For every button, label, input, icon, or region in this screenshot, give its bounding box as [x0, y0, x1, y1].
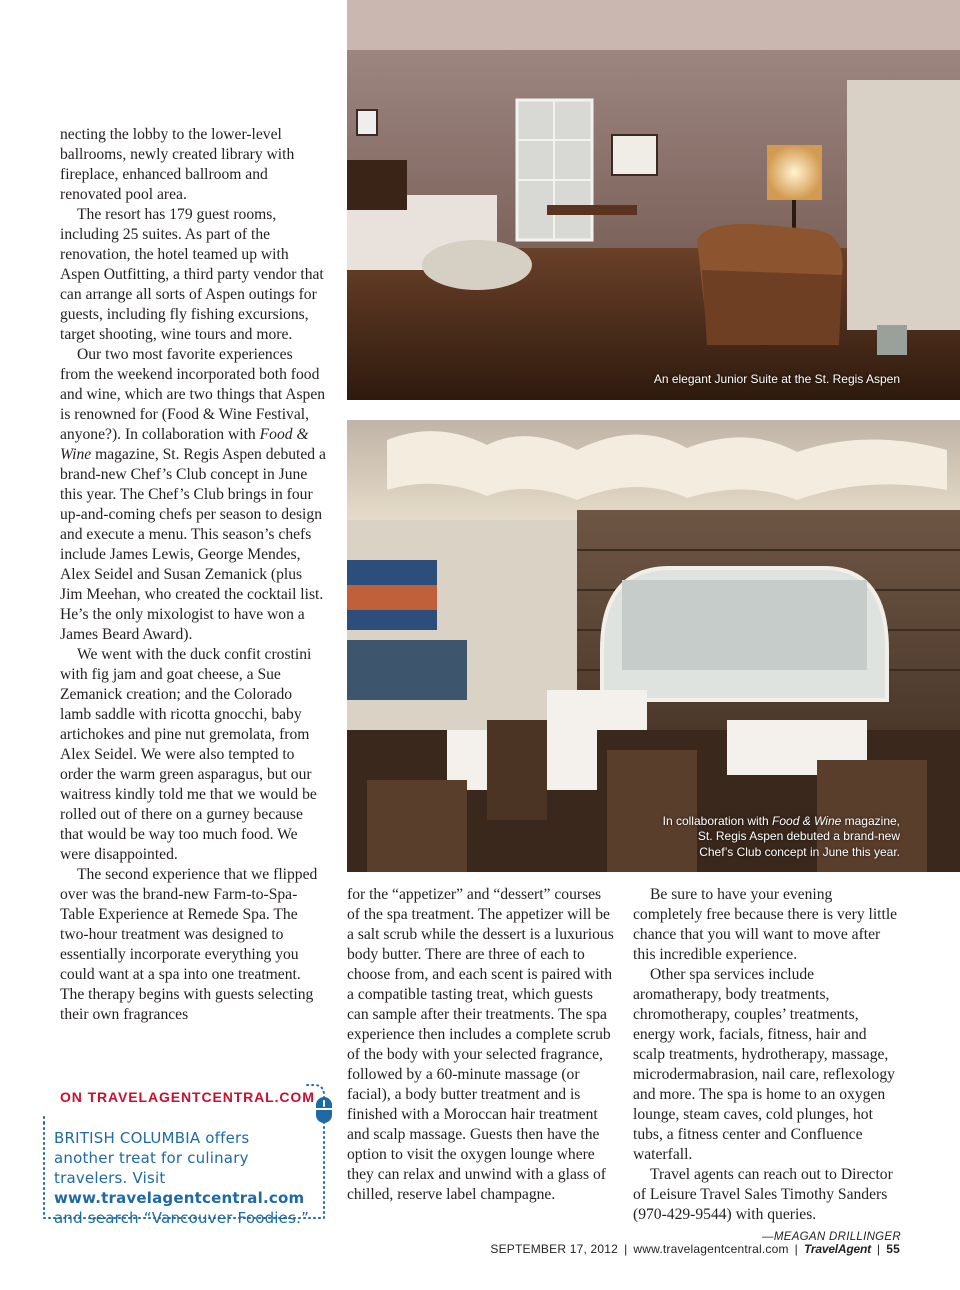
article-column-2	[347, 885, 615, 1205]
article-column-3	[633, 885, 901, 1247]
restaurant-caption	[663, 814, 900, 861]
issue-date: SEPTEMBER 17, 2012	[490, 1242, 619, 1256]
caption-text: In collaboration with	[662, 813, 773, 828]
footer-url[interactable]: www.travelagentcentral.com	[633, 1242, 789, 1256]
callout-body-text: BRITISH COLUMBIA offers another treat for culinary travelers. Visit	[54, 1129, 250, 1187]
restaurant-illustration	[347, 420, 960, 872]
paragraph: The resort has 179 guest rooms, including 25 suites. As part of the renovation, the hotel teamed up with Aspen Outfitting, a third party vendor that can arrange all sorts of Aspen outings for guests, including fly fishing excursions, target shooting, wine tours and more.	[60, 206, 324, 343]
magazine-name: Food & Wine	[772, 813, 842, 828]
paragraph: Be sure to have your evening completely free because there is very little chance that you will want to move after this incredible experience.	[633, 886, 898, 963]
article-column-1	[60, 125, 326, 1025]
page-footer: SEPTEMBER 17, 2012 | www.travelagentcentral.com | TravelAgent | 55	[490, 1242, 900, 1256]
magazine-name: Food & Wine	[60, 426, 309, 463]
caption-text: Chef’s Club concept in June this year.	[699, 844, 900, 859]
website-link[interactable]: www.travelagentcentral.com	[54, 1189, 305, 1207]
callout-heading: ON TRAVELAGENTCENTRAL.COM	[60, 1089, 315, 1105]
restaurant-photo	[347, 420, 960, 872]
author-byline: —MEAGAN DRILLINGER	[762, 1231, 901, 1243]
paragraph: We went with the duck confit crostini with fig jam and goat cheese, a Sue Zemanick creation; and the Colorado lamb saddle with ricotta gnocchi, baby artichokes and pine nut gremolata, from Alex Seidel. We were also tempted to order the warm green asparagus, but our waitress kindly told me that we would be rolled out of there on a gurney because that would be way too much food. We were disappointed.	[60, 646, 317, 863]
page-number: 55	[886, 1242, 900, 1256]
magazine-brand: TravelAgent	[803, 1242, 871, 1256]
paragraph: Other spa services include aromatherapy, body treatments, chromotherapy, couples’ treatments, energy work, facials, fitness, hair and scalp treatments, hydrotherapy, massage, microdermabrasion, nail care, reflexology and more. The spa is home to an oxygen lounge, steam caves, cold plunges, hot tubs, a fitness center and Confluence waterfall.	[633, 966, 895, 1163]
caption-text: St. Regis Aspen debuted a brand-new	[697, 829, 900, 843]
caption-text: magazine,	[841, 813, 900, 828]
paragraph-text: Our two most favorite experiences from the weekend incorporated both food and wine, which are two things that Aspen is renowned for (Food & Wine Festival, anyone?). In collaboration with	[60, 346, 326, 443]
paragraph-text: magazine, St. Regis Aspen debuted a brand-new Chef’s Club concept in June this year.	[60, 446, 326, 503]
paragraph: The second experience that we flipped over was the brand-new Farm-to-Spa-Table Experience at Remede Spa. The two-hour treatment was designed to essentially incorporate everything you could want at a spa into one treatment. The therapy begins with guests selecting their own fragrances	[60, 866, 318, 1023]
callout-body-text: and search “Vancouver Foodies.”	[54, 1209, 310, 1227]
paragraph: necting the lobby to the lower-level ballrooms, newly created library with fireplace, enhanced ballroom and renovated pool area.	[60, 126, 295, 203]
mouse-icon	[316, 1097, 332, 1123]
paragraph	[60, 345, 326, 645]
suite-illustration	[347, 0, 960, 400]
paragraph-text: The Chef’s Club brings in four up-and-coming chefs per season to design and execute a menu. This season’s chefs include James Lewis, George Mendes, Alex Seidel and Susan Zemanick (plus Jim Meehan, who created the cocktail list. He’s the only mixologist to have won a James Beard Award).	[60, 486, 324, 643]
web-callout-box	[42, 1083, 326, 1227]
callout-text	[54, 1128, 314, 1228]
paragraph: for the “appetizer” and “dessert” courses of the spa treatment. The appetizer will be a salt scrub while the dessert is a luxurious body butter. There are three of each to choose from, and each scent is paired with a compatible tasting treat, which guests can sample after their treatments. The spa experience then includes a complete scrub of the body with your selected fragrance, followed by a 60-minute massage (or facial), a body butter treatment and is finished with a Moroccan hair treatment and scalp massage. Guests then have the option to visit the oxygen lounge where they can relax and unwind with a glass of chilled, reserve label champagne.	[347, 886, 614, 1203]
suite-caption: An elegant Junior Suite at the St. Regis Aspen	[653, 371, 900, 386]
junior-suite-photo	[347, 0, 960, 400]
paragraph: Travel agents can reach out to Director of Leisure Travel Sales Timothy Sanders (970-429-9544) with queries.	[633, 1166, 893, 1223]
